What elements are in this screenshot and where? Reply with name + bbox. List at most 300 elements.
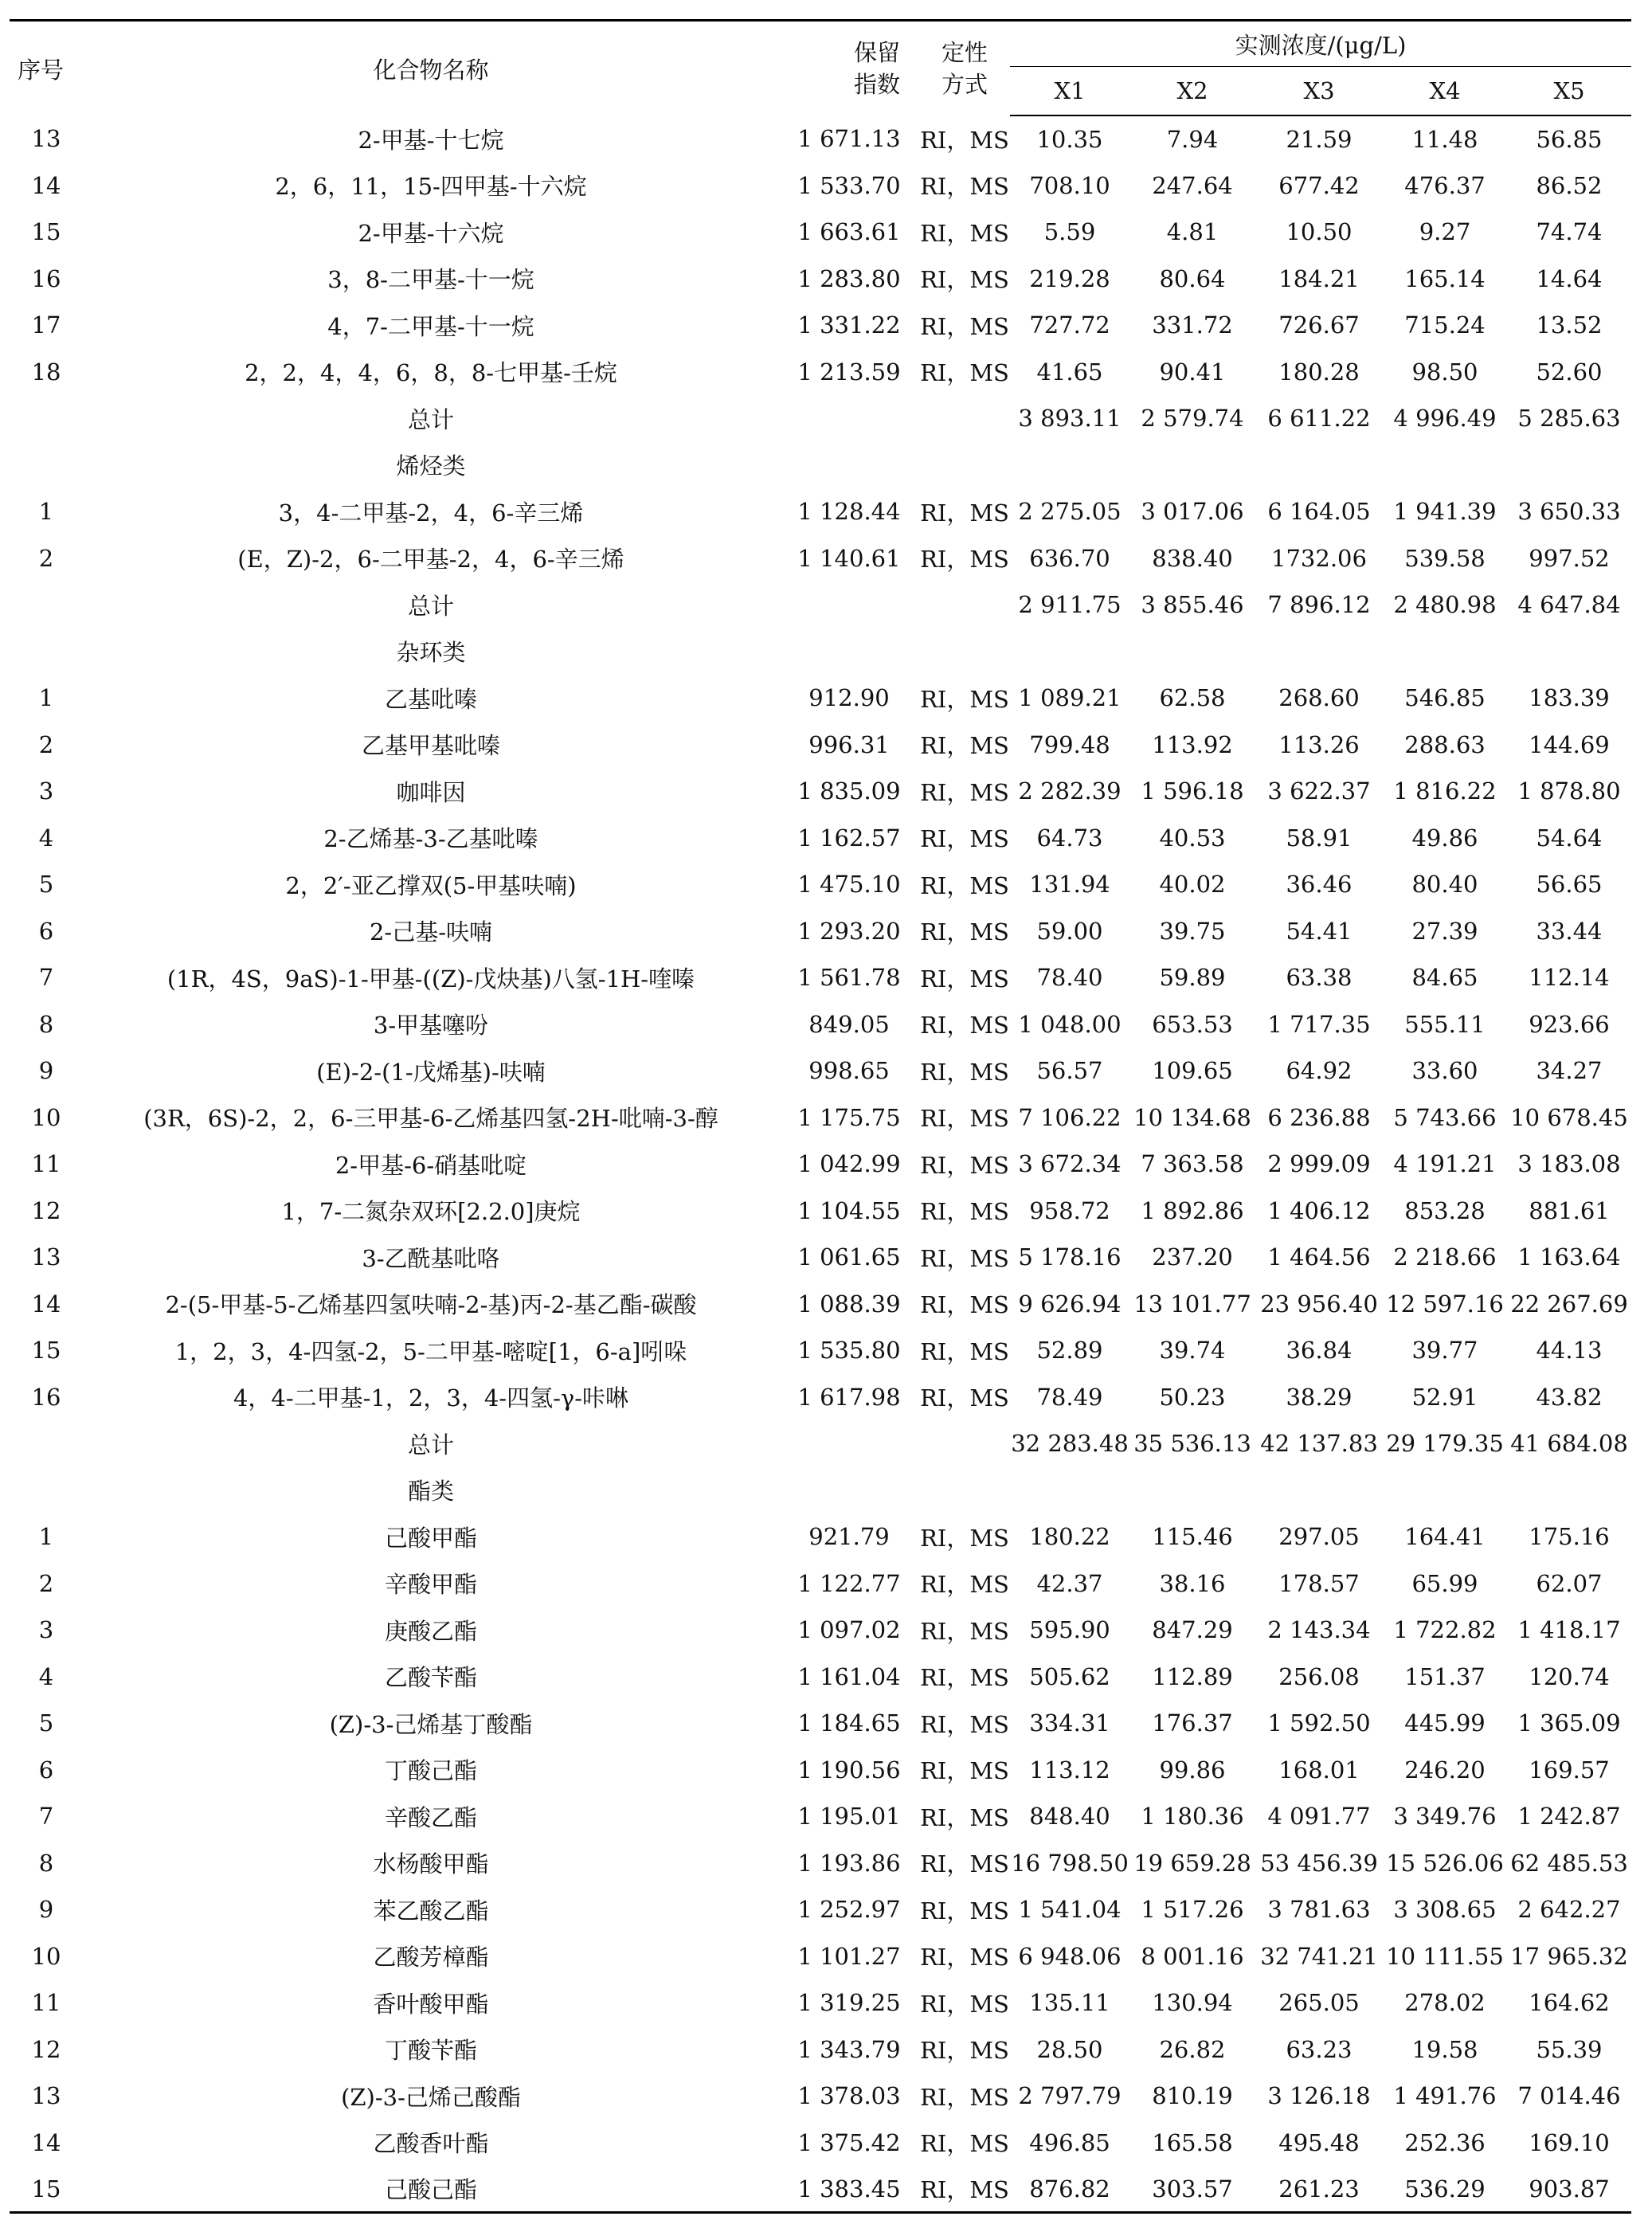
row-number: 2 xyxy=(38,1569,54,1597)
concentration-x2: 303.57 xyxy=(1129,2166,1255,2213)
concentration-x1: 16 798.50 xyxy=(1011,1849,1129,1877)
table-row xyxy=(10,209,1631,256)
compound-name: (3R，6S)-2，2，6-三甲基-6-乙烯基四氢-2H-吡喃-3-醇 xyxy=(143,1105,718,1133)
retention-index: 1 088.39 xyxy=(797,1290,901,1318)
identification-method: RI，MS xyxy=(919,2166,1010,2213)
row-number: 7 xyxy=(38,1803,54,1831)
header-ri-line2: 指数 xyxy=(853,71,900,98)
concentration-x5: 1 878.80 xyxy=(1517,777,1621,805)
concentration-x1: 7 106.22 xyxy=(1018,1103,1122,1131)
concentration-x4: 80.40 xyxy=(1411,871,1478,899)
row-number: 4 xyxy=(38,824,54,852)
identification-method: RI，MS xyxy=(920,1151,1009,1179)
concentration-x2: 80.64 xyxy=(1159,264,1226,292)
row-number: 15 xyxy=(10,2166,83,2213)
concentration-x1: 135.11 xyxy=(1029,1989,1110,2017)
concentration-x2: 1 596.18 xyxy=(1141,777,1244,805)
concentration-x3: 1732.06 xyxy=(1271,544,1367,572)
concentration-x3: 7 896.12 xyxy=(1267,591,1371,619)
row-number: 14 xyxy=(31,2128,61,2156)
concentration-x4: 3 308.65 xyxy=(1393,1896,1497,1924)
row-number: 8 xyxy=(38,1849,54,1877)
compound-name: 苯乙酸乙酯 xyxy=(373,1897,489,1925)
retention-index: 1 101.27 xyxy=(797,1942,901,1970)
row-number: 5 xyxy=(38,1709,54,1737)
concentration-x2: 130.94 xyxy=(1152,1989,1233,2017)
concentration-x5: 14.64 xyxy=(1536,264,1603,292)
identification-method xyxy=(919,628,1010,675)
table-row xyxy=(10,1513,1631,1560)
concentration-x3: 36.84 xyxy=(1286,1337,1353,1365)
table-row xyxy=(10,675,1631,722)
concentration-x1: 2 797.79 xyxy=(1018,2082,1122,2110)
identification-method: RI，MS xyxy=(920,1524,1009,1552)
compound-name: 1，7-二氮杂双环[2.2.0]庚烷 xyxy=(281,1198,581,1226)
concentration-x4: 1 722.82 xyxy=(1393,1616,1497,1644)
identification-method: RI，MS xyxy=(920,1105,1009,1133)
concentration-x2: 38.16 xyxy=(1159,1569,1226,1597)
concentration-x1: 3 893.11 xyxy=(1018,405,1122,433)
compound-name: 酯类 xyxy=(407,1478,454,1506)
concentration-x1: 2 275.05 xyxy=(1018,498,1122,526)
compound-name: (Z)-3-己烯己酸酯 xyxy=(341,2083,521,2111)
identification-method: RI，MS xyxy=(920,1291,1009,1319)
retention-index: 996.31 xyxy=(808,730,890,758)
concentration-x3: 42 137.83 xyxy=(1260,1430,1378,1458)
concentration-x4: 65.99 xyxy=(1411,1569,1478,1597)
concentration-x3: 168.01 xyxy=(1278,1756,1360,1784)
concentration-x4: 1 816.22 xyxy=(1393,777,1497,805)
table-row xyxy=(10,1979,1631,2026)
concentration-x3: 64.92 xyxy=(1286,1057,1353,1085)
table-row xyxy=(10,1700,1631,1747)
concentration-x4: 3 349.76 xyxy=(1393,1803,1497,1831)
concentration-x5: 74.74 xyxy=(1536,218,1603,246)
retention-index: 1 535.80 xyxy=(797,1337,901,1365)
concentration-x4: 84.65 xyxy=(1411,964,1478,992)
concentration-x3: 6 236.88 xyxy=(1267,1103,1371,1131)
concentration-x2: 165.58 xyxy=(1152,2128,1233,2156)
compound-name: (Z)-3-己烯基丁酸酯 xyxy=(329,1710,533,1738)
concentration-x4: 9.27 xyxy=(1419,218,1471,246)
concentration-x4 xyxy=(1383,442,1507,489)
compound-name: 2-乙烯基-3-乙基吡嗪 xyxy=(323,825,538,853)
concentration-x2: 1 517.26 xyxy=(1141,1896,1244,1924)
concentration-x4: 98.50 xyxy=(1411,358,1478,386)
identification-method: RI，MS xyxy=(920,1012,1009,1040)
concentration-x1: 32 283.48 xyxy=(1011,1430,1129,1458)
concentration-x4: 555.11 xyxy=(1404,1010,1486,1038)
compound-name: 总计 xyxy=(407,405,454,433)
identification-method: RI，MS xyxy=(920,1571,1009,1599)
identification-method xyxy=(919,1467,1010,1514)
header-ri-line1: 保留 xyxy=(853,39,900,66)
row-number xyxy=(10,442,83,489)
table-row xyxy=(10,1793,1631,1840)
concentration-x4: 2 480.98 xyxy=(1393,591,1497,619)
row-number: 15 xyxy=(31,218,61,246)
row-number: 17 xyxy=(31,311,61,339)
concentration-x1: 131.94 xyxy=(1029,871,1110,899)
identification-method: RI，MS xyxy=(920,312,1009,340)
table-row xyxy=(10,1374,1631,1421)
retention-index: 1 175.75 xyxy=(797,1103,901,1131)
concentration-x1: 64.73 xyxy=(1036,824,1103,852)
concentration-x5: 52.60 xyxy=(1536,358,1603,386)
concentration-x5: 997.52 xyxy=(1529,544,1610,572)
row-number: 6 xyxy=(38,1756,54,1784)
identification-method: RI，MS xyxy=(920,219,1009,247)
concentration-x2: 653.53 xyxy=(1152,1010,1233,1038)
identification-method: RI，MS xyxy=(920,1058,1009,1086)
identification-method: RI，MS xyxy=(920,2130,1009,2158)
row-number: 11 xyxy=(31,1989,61,2017)
identification-method: RI，MS xyxy=(920,2037,1009,2065)
concentration-x3: 2 143.34 xyxy=(1267,1616,1371,1644)
concentration-x1: 727.72 xyxy=(1029,311,1110,339)
concentration-x3: 261.23 xyxy=(1255,2166,1383,2213)
concentration-x3: 6 611.22 xyxy=(1267,405,1371,433)
concentration-x5: 33.44 xyxy=(1536,917,1603,945)
concentration-x3: 3 781.63 xyxy=(1267,1896,1371,1924)
concentration-x3: 1 406.12 xyxy=(1267,1196,1371,1224)
concentration-x5: 2 642.27 xyxy=(1517,1896,1621,1924)
compound-name: 乙基甲基吡嗪 xyxy=(361,732,500,760)
concentration-x2: 19 659.28 xyxy=(1133,1849,1251,1877)
concentration-x1: 595.90 xyxy=(1029,1616,1110,1644)
concentration-x1: 708.10 xyxy=(1029,171,1110,199)
concentration-x2: 247.64 xyxy=(1152,171,1233,199)
compound-name: 杂环类 xyxy=(396,639,466,667)
header-sample-x4: X4 xyxy=(1383,67,1507,116)
concentration-x1: 1 089.21 xyxy=(1018,684,1122,712)
table-row xyxy=(10,1141,1631,1188)
concentration-x3: 32 741.21 xyxy=(1260,1942,1378,1970)
header-retention-index xyxy=(779,21,919,116)
concentration-x3 xyxy=(1255,442,1383,489)
concentration-x1: 334.31 xyxy=(1029,1709,1110,1737)
concentration-x5 xyxy=(1507,1467,1631,1514)
identification-method: RI，MS xyxy=(920,965,1009,993)
concentration-x3: 21.59 xyxy=(1286,125,1353,153)
retention-index: 1 835.09 xyxy=(797,777,901,805)
header-measured-concentration: 实测浓度/(μg/L) xyxy=(1010,21,1631,67)
concentration-x5: 34.27 xyxy=(1536,1057,1603,1085)
concentration-x3: 677.42 xyxy=(1278,171,1360,199)
concentration-x3: 10.50 xyxy=(1286,218,1353,246)
concentration-x1: 10.35 xyxy=(1036,125,1103,153)
concentration-x3: 1 464.56 xyxy=(1267,1243,1371,1271)
concentration-x3: 3 622.37 xyxy=(1267,777,1371,805)
concentration-x5: 13.52 xyxy=(1536,311,1603,339)
concentration-x3: 54.41 xyxy=(1286,917,1353,945)
retention-index: 1 190.56 xyxy=(797,1756,901,1784)
row-number xyxy=(10,1420,83,1467)
compound-name: (1R，4S，9aS)-1-甲基-((Z)-戊炔基)八氢-1H-喹嗪 xyxy=(166,965,695,993)
concentration-x1: 219.28 xyxy=(1029,264,1110,292)
concentration-x4: 536.29 xyxy=(1383,2166,1507,2213)
row-number: 13 xyxy=(31,1243,61,1271)
concentration-x4: 476.37 xyxy=(1404,171,1486,199)
table-row xyxy=(10,722,1631,769)
concentration-x1: 78.40 xyxy=(1036,964,1103,992)
retention-index: 1 533.70 xyxy=(797,171,901,199)
concentration-x1: 958.72 xyxy=(1029,1196,1110,1224)
row-number xyxy=(10,1467,83,1514)
concentration-x3: 36.46 xyxy=(1286,871,1353,899)
table-row xyxy=(10,1281,1631,1328)
compound-name: (E，Z)-2，6-二甲基-2，4，6-辛三烯 xyxy=(237,546,624,574)
concentration-x4: 288.63 xyxy=(1404,730,1486,758)
concentration-x4: 2 218.66 xyxy=(1393,1243,1497,1271)
table-row xyxy=(10,349,1631,396)
concentration-x1: 52.89 xyxy=(1036,1337,1103,1365)
row-number: 1 xyxy=(38,684,54,712)
table-row xyxy=(10,908,1631,955)
concentration-x1 xyxy=(1010,442,1129,489)
compound-name: 己酸己酯 xyxy=(83,2166,779,2213)
compound-name: 辛酸甲酯 xyxy=(384,1571,477,1599)
concentration-x5: 144.69 xyxy=(1529,730,1610,758)
compound-name: 乙酸香叶酯 xyxy=(373,2130,489,2158)
header-method-line1: 定性 xyxy=(941,39,988,66)
retention-index: 1 193.86 xyxy=(797,1849,901,1877)
identification-method: RI，MS xyxy=(920,126,1009,154)
concentration-x3: 184.21 xyxy=(1278,264,1360,292)
concentration-x1: 2 911.75 xyxy=(1018,591,1122,619)
row-number: 12 xyxy=(31,2035,61,2063)
concentration-x1: 9 626.94 xyxy=(1018,1290,1122,1318)
identification-method: RI，MS xyxy=(920,918,1009,946)
concentration-x4: 11.48 xyxy=(1411,125,1478,153)
row-number: 14 xyxy=(31,171,61,199)
concentration-x2: 10 134.68 xyxy=(1133,1103,1251,1131)
concentration-x2: 810.19 xyxy=(1152,2082,1233,2110)
table-row xyxy=(10,442,1631,489)
concentration-x5: 112.14 xyxy=(1529,964,1610,992)
retention-index: 1 283.80 xyxy=(797,264,901,292)
concentration-x2: 90.41 xyxy=(1159,358,1226,386)
row-number: 7 xyxy=(38,964,54,992)
compound-name: 2，2，4，4，6，8，8-七甲基-壬烷 xyxy=(245,359,617,387)
concentration-x5: 169.57 xyxy=(1529,1756,1610,1784)
row-number: 9 xyxy=(38,1896,54,1924)
identification-method: RI，MS xyxy=(920,825,1009,853)
concentration-x4: 252.36 xyxy=(1404,2128,1486,2156)
concentration-x1: 848.40 xyxy=(1029,1803,1110,1831)
concentration-x2: 13 101.77 xyxy=(1133,1290,1251,1318)
concentration-x4: 164.41 xyxy=(1404,1523,1486,1551)
retention-index: 1 195.01 xyxy=(797,1803,901,1831)
concentration-x5: 4 647.84 xyxy=(1517,591,1621,619)
identification-method: RI，MS xyxy=(920,778,1009,806)
concentration-x3: 1 717.35 xyxy=(1267,1010,1371,1038)
concentration-x2: 62.58 xyxy=(1159,684,1226,712)
table-row xyxy=(10,1933,1631,1980)
row-number: 8 xyxy=(38,1010,54,1038)
concentration-x5: 41 684.08 xyxy=(1510,1430,1628,1458)
table-row xyxy=(10,768,1631,815)
identification-method: RI，MS xyxy=(920,1710,1009,1738)
retention-index xyxy=(779,628,919,675)
table-row xyxy=(10,162,1631,209)
identification-method xyxy=(919,442,1010,489)
retention-index: 1 042.99 xyxy=(797,1150,901,1178)
concentration-x4: 12 597.16 xyxy=(1386,1290,1504,1318)
compound-name: 2，2′-亚乙撑双(5-甲基呋喃) xyxy=(285,871,577,899)
concentration-x5: 43.82 xyxy=(1536,1383,1603,1411)
concentration-x2: 99.86 xyxy=(1159,1756,1226,1784)
concentration-x3: 178.57 xyxy=(1278,1569,1360,1597)
compound-name: 1，2，3，4-四氢-2，5-二甲基-嘧啶[1，6-a]吲哚 xyxy=(174,1337,687,1365)
concentration-x3: 38.29 xyxy=(1286,1383,1353,1411)
row-number: 10 xyxy=(31,1942,61,1970)
table-row xyxy=(10,1234,1631,1281)
row-number: 15 xyxy=(31,1337,61,1365)
retention-index: 1 128.44 xyxy=(797,498,901,526)
header-sample-x2: X2 xyxy=(1129,67,1255,116)
concentration-x4: 4 996.49 xyxy=(1393,405,1497,433)
concentration-x2: 112.89 xyxy=(1152,1662,1233,1690)
retention-index: 1 140.61 xyxy=(797,544,901,572)
concentration-x1: 113.12 xyxy=(1029,1756,1110,1784)
identification-method: RI，MS xyxy=(920,1617,1009,1645)
row-number: 12 xyxy=(31,1196,61,1224)
concentration-x5: 164.62 xyxy=(1529,1989,1610,2017)
concentration-x4: 539.58 xyxy=(1404,544,1486,572)
concentration-x3: 6 164.05 xyxy=(1267,498,1371,526)
concentration-x4 xyxy=(1383,628,1507,675)
concentration-x5: 10 678.45 xyxy=(1510,1103,1628,1131)
table-row xyxy=(10,1560,1631,1607)
concentration-x1: 2 282.39 xyxy=(1018,777,1122,805)
compound-name: 4，4-二甲基-1，2，3，4-四氢-γ-咔啉 xyxy=(233,1384,629,1412)
concentration-x2: 847.29 xyxy=(1152,1616,1233,1644)
compound-name: 香叶酸甲酯 xyxy=(373,1990,489,2018)
row-number: 3 xyxy=(38,777,54,805)
concentration-x3 xyxy=(1255,628,1383,675)
concentration-x2: 237.20 xyxy=(1152,1243,1233,1271)
compound-name: 总计 xyxy=(407,592,454,620)
retention-index: 1 663.61 xyxy=(797,218,901,246)
concentration-x1: 1 541.04 xyxy=(1018,1896,1122,1924)
concentration-x3: 3 126.18 xyxy=(1267,2082,1371,2110)
concentration-x3: 2 999.09 xyxy=(1267,1150,1371,1178)
table-row xyxy=(10,302,1631,349)
compound-name: 3，4-二甲基-2，4，6-辛三烯 xyxy=(278,499,584,527)
compound-name: 2，6，11，15-四甲基-十六烷 xyxy=(275,173,587,201)
concentration-x2: 3 855.46 xyxy=(1141,591,1244,619)
concentration-x5: 881.61 xyxy=(1529,1196,1610,1224)
identification-method xyxy=(919,1420,1010,1467)
concentration-x5: 1 418.17 xyxy=(1517,1616,1621,1644)
concentration-x5: 44.13 xyxy=(1536,1337,1603,1365)
table-row xyxy=(10,2166,1631,2213)
row-number: 13 xyxy=(31,2082,61,2110)
compound-name: 庚酸乙酯 xyxy=(384,1617,477,1645)
concentration-x2: 838.40 xyxy=(1152,544,1233,572)
concentration-x1: 5 178.16 xyxy=(1018,1243,1122,1271)
table-row xyxy=(10,1094,1631,1141)
identification-method: RI，MS xyxy=(920,1803,1009,1831)
concentration-x3: 256.08 xyxy=(1278,1662,1360,1690)
concentration-x2: 113.92 xyxy=(1152,730,1233,758)
concentration-x2: 40.53 xyxy=(1159,824,1226,852)
concentration-x5: 62 485.53 xyxy=(1510,1849,1628,1877)
concentration-x2 xyxy=(1129,628,1255,675)
concentration-x5: 183.39 xyxy=(1529,684,1610,712)
concentration-x4: 15 526.06 xyxy=(1386,1849,1504,1877)
row-number: 11 xyxy=(31,1150,61,1178)
concentration-x2 xyxy=(1129,442,1255,489)
concentration-x2: 7 363.58 xyxy=(1141,1150,1244,1178)
concentration-x5: 923.66 xyxy=(1529,1010,1610,1038)
identification-method: RI，MS xyxy=(920,732,1009,760)
concentration-x1: 180.22 xyxy=(1029,1523,1110,1551)
retention-index: 1 061.65 xyxy=(797,1243,901,1271)
compound-name: 3-甲基噻吩 xyxy=(373,1012,489,1040)
compound-name: 乙酸芳樟酯 xyxy=(373,1944,489,1972)
table-row xyxy=(10,628,1631,675)
row-number: 14 xyxy=(31,1290,61,1318)
header-compound-name: 化合物名称 xyxy=(83,21,779,116)
identification-method: RI，MS xyxy=(920,1897,1009,1925)
table-row xyxy=(10,116,1631,162)
identification-method: RI，MS xyxy=(920,1244,1009,1272)
concentration-x4: 5 743.66 xyxy=(1393,1103,1497,1131)
concentration-x1: 636.70 xyxy=(1029,544,1110,572)
table-row xyxy=(10,1001,1631,1048)
concentration-x4: 1 941.39 xyxy=(1393,498,1497,526)
header-row-top xyxy=(10,21,1631,67)
identification-method: RI，MS xyxy=(920,871,1009,899)
header-sample-x3: X3 xyxy=(1255,67,1383,116)
retention-index xyxy=(779,395,919,442)
table-row xyxy=(10,1747,1631,1794)
compound-name: 3-乙酰基吡咯 xyxy=(362,1244,500,1272)
compound-name: 2-甲基-6-硝基吡啶 xyxy=(335,1151,527,1179)
concentration-x5: 3 183.08 xyxy=(1517,1150,1621,1178)
identification-method: RI，MS xyxy=(920,173,1009,201)
concentration-x2: 2 579.74 xyxy=(1141,405,1244,433)
identification-method: RI，MS xyxy=(920,499,1009,527)
concentration-x1: 505.62 xyxy=(1029,1662,1110,1690)
table-row xyxy=(10,535,1631,582)
retention-index: 1 213.59 xyxy=(797,358,901,386)
concentration-x5: 1 365.09 xyxy=(1517,1709,1621,1737)
concentration-x2: 3 017.06 xyxy=(1141,498,1244,526)
concentration-x1: 876.82 xyxy=(1010,2166,1129,2213)
header-no: 序号 xyxy=(10,21,83,116)
row-number: 1 xyxy=(38,1523,54,1551)
compound-name: (E)-2-(1-戊烯基)-呋喃 xyxy=(316,1058,546,1086)
retention-index: 1 161.04 xyxy=(797,1662,901,1690)
retention-index: 1 475.10 xyxy=(797,871,901,899)
table-row xyxy=(10,581,1631,628)
retention-index: 1 319.25 xyxy=(797,1989,901,2017)
table-row xyxy=(10,256,1631,303)
row-number: 10 xyxy=(31,1103,61,1131)
compound-name: 水杨酸甲酯 xyxy=(373,1850,489,1878)
concentration-x4: 246.20 xyxy=(1404,1756,1486,1784)
concentration-x5: 903.87 xyxy=(1507,2166,1631,2213)
concentration-x5 xyxy=(1507,442,1631,489)
compound-name: 2-甲基-十七烷 xyxy=(358,126,504,154)
compound-name: 己酸甲酯 xyxy=(384,1524,477,1552)
concentration-x2: 4.81 xyxy=(1166,218,1219,246)
concentration-x1: 799.48 xyxy=(1029,730,1110,758)
concentration-x3: 265.05 xyxy=(1278,1989,1360,2017)
